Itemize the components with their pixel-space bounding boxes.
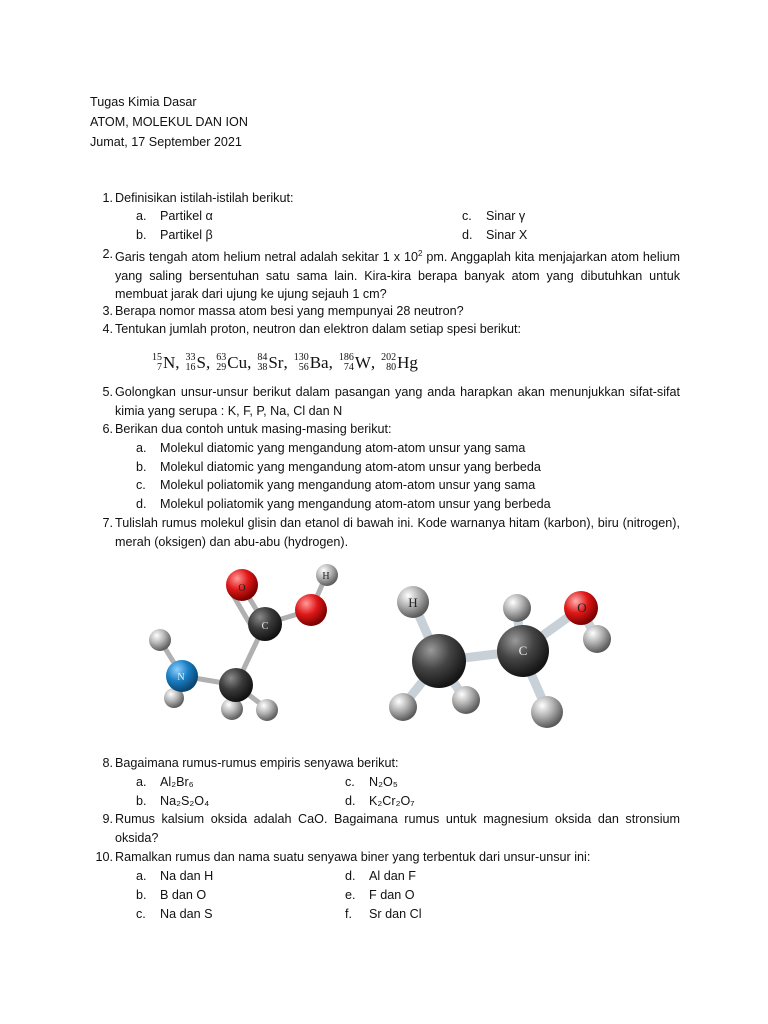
question-number: 2. [102, 247, 113, 261]
isotope-symbol [152, 353, 186, 373]
option-c: c. Molekul poliatomik yang mengandung atom-atom unsur yang sama [136, 478, 536, 492]
atomic-number: 7 [157, 362, 162, 373]
question-number: 9. [102, 812, 113, 826]
isotope-symbol [257, 353, 293, 373]
option-b: b. Na₂S₂O₄ [136, 794, 210, 808]
mass-number: 33 [185, 352, 196, 363]
element-symbol: Ba [309, 353, 329, 372]
hydrogen-atom [531, 696, 563, 728]
isotope-symbol [294, 353, 339, 373]
option-a: a. Al₂Br₆ [136, 775, 194, 789]
question-text: Tentukan jumlah proton, neutron dan elektron dalam setiap spesi berikut: [115, 322, 522, 336]
date-line: Jumat, 17 September 2021 [90, 135, 242, 149]
element-symbol: S [196, 353, 206, 372]
option-d: d. Molekul poliatomik yang mengandung atom-atom unsur yang berbeda [136, 497, 551, 511]
mass-number: 15 [152, 352, 162, 363]
mass-number: 130 [293, 352, 309, 363]
question-1 [102, 189, 680, 208]
separator: , [175, 353, 180, 372]
option-b: b. Molekul diatomic yang mengandung atom-atom unsur yang berbeda [136, 460, 541, 474]
question-number: 5. [102, 385, 113, 399]
question-text: Definisikan istilah-istilah berikut: [115, 191, 294, 205]
question-number: 4. [102, 322, 113, 336]
ethanol-molecule [375, 575, 615, 735]
ethanol-c-label: C [518, 643, 528, 658]
element-symbol: Hg [397, 353, 418, 372]
course-title: Tugas Kimia Dasar [90, 95, 197, 109]
isotope-symbol [216, 353, 257, 373]
carbon-atom [219, 668, 253, 702]
glycine-o-label: O [238, 583, 246, 594]
question-2: 2. Garis tengah atom helium netral adalah sekitar 1 x $10^2$ pm. Anggaplah kita menjajarkan atom helium yang saling bersentuhan satu sama lain. Kira-kira berapa banyak atom yang dibutuhkan untuk membuat jarak dari ujung ke ujung sejauh 1 cm? [115, 245, 680, 304]
question-6 [102, 420, 680, 439]
isotope-symbol [186, 353, 217, 373]
option-d: d. K₂Cr₂O₇ [345, 794, 415, 808]
question-number: 6. [102, 422, 113, 436]
atomic-number: 80 [386, 362, 397, 373]
atomic-number: 29 [216, 362, 227, 373]
option-c: c. N₂O₅ [345, 775, 398, 789]
question-text: Rumus kalsium oksida adalah CaO. Bagaimana rumus untuk magnesium oksida dan stronsium oksida? [115, 812, 680, 845]
question-7 [102, 514, 680, 551]
option-d: d. Al dan F [345, 869, 416, 883]
option-f: f. Sr dan Cl [345, 907, 422, 921]
question-text: Bagaimana rumus-rumus empiris senyawa berikut: [115, 756, 399, 770]
hydrogen-atom [256, 699, 278, 721]
option-a: a. Na dan H [136, 869, 214, 883]
option-a: a. Molekul diatomic yang mengandung atom-atom unsur yang sama [136, 441, 526, 455]
hydrogen-atom [452, 686, 480, 714]
question-8 [102, 754, 680, 773]
question-3 [102, 302, 680, 321]
separator: , [206, 353, 211, 372]
hydrogen-atom [503, 594, 531, 622]
element-symbol: Cu [227, 353, 248, 372]
atomic-number: 56 [298, 362, 309, 373]
carbon-atom [412, 634, 466, 688]
element-symbol: Sr [268, 353, 284, 372]
option-e: e. F dan O [345, 888, 415, 902]
glycine-n-label: N [177, 672, 185, 683]
element-symbol: N [163, 353, 176, 372]
option-b: b. Partikel β [136, 228, 213, 242]
option-a: a. Partikel α [136, 209, 213, 223]
question-9 [102, 810, 680, 847]
atomic-number: 74 [343, 362, 354, 373]
separator: , [283, 353, 288, 372]
hydrogen-atom [583, 625, 611, 653]
mass-number: 186 [338, 352, 354, 363]
separator: , [328, 353, 333, 372]
question-text: Golongkan unsur-unsur berikut dalam pasangan yang anda harapkan akan menunjukkan sifat-sifat kimia yang serupa : K, F, P, Na, Cl dan N [115, 385, 680, 418]
question-4 [102, 320, 680, 339]
oxygen-atom [295, 594, 327, 626]
mass-number: 84 [257, 352, 268, 363]
separator: , [370, 353, 376, 372]
mass-number: 63 [216, 352, 227, 363]
question-number: 10. [95, 850, 113, 864]
question-text: Berikan dua contoh untuk masing-masing berikut: [115, 422, 392, 436]
hydrogen-atom [389, 693, 417, 721]
glycine-c-label: C [261, 621, 269, 632]
atomic-number: 16 [185, 362, 196, 373]
isotope-symbol [381, 353, 424, 373]
separator: , [247, 353, 252, 372]
question-number: 3. [102, 304, 113, 318]
element-symbol: W [354, 353, 371, 372]
question-text: Ramalkan rumus dan nama suatu senyawa biner yang terbentuk dari unsur-unsur ini: [115, 850, 591, 864]
mass-number: 202 [381, 352, 397, 363]
ethanol-h-label: H [408, 595, 418, 610]
glycine-h-label: H [322, 571, 330, 582]
isotope-symbol [339, 353, 381, 373]
isotope-list [152, 348, 424, 378]
hydrogen-atom [149, 629, 171, 651]
glycine-molecule [130, 558, 365, 738]
option-c: c. Na dan S [136, 907, 213, 921]
ethanol-o-label: O [577, 600, 587, 615]
question-number: 1. [102, 191, 113, 205]
topic-title: ATOM, MOLEKUL DAN ION [90, 115, 248, 129]
question-number: 7. [102, 516, 113, 530]
atomic-number: 38 [257, 362, 268, 373]
question-text: Tulislah rumus molekul glisin dan etanol di bawah ini. Kode warnanya hitam (karbon), biru (nitrogen), merah (oksigen) dan abu-abu (hydrogen). [115, 516, 680, 549]
option-b: b. B dan O [136, 888, 207, 902]
option-d: d. Sinar X [462, 228, 528, 242]
question-5 [102, 383, 680, 420]
question-number: 8. [102, 756, 113, 770]
question-text: Berapa nomor massa atom besi yang mempunyai 28 neutron? [115, 304, 464, 318]
option-c: c. Sinar γ [462, 209, 526, 223]
question-10 [95, 848, 680, 867]
